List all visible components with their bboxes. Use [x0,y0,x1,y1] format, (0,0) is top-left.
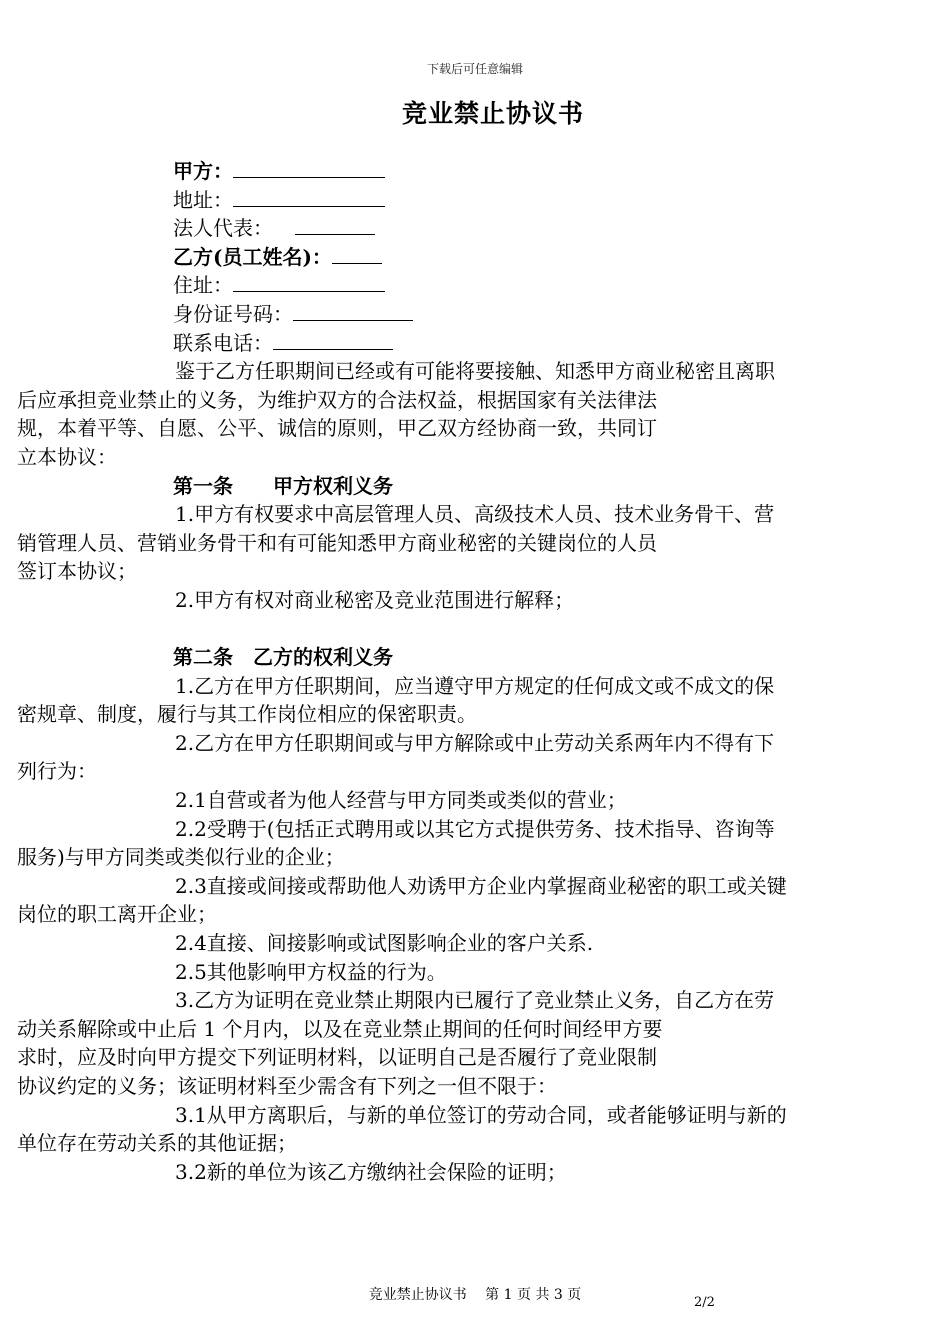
fill-in-blank [273,331,393,350]
paragraph [155,1158,855,1187]
paragraph [155,586,855,615]
paragraph-line: 签订本协议； [17,559,137,584]
party-field-label: 法人代表： [173,216,273,241]
paragraph-line: 3.乙方为证明在竞业禁止期限内已履行了竞业禁止义务，自乙方在劳 [155,988,775,1013]
fill-in-blank [332,245,382,264]
paragraph [17,986,855,1100]
paragraph-line: 后应承担竞业禁止的义务，为维护双方的合法权益，根据国家有关法律法 [17,387,657,412]
fill-in-blank [233,159,385,178]
paragraph-line: 服务)与甲方同类或类似行业的企业； [17,845,345,870]
paragraph-line: 销管理人员、营销业务骨干和有可能知悉甲方商业秘密的关键岗位的人员 [17,530,657,555]
party-field-label: 联系电话： [173,330,273,355]
fill-in-blank [233,273,385,292]
paragraph-line: 2.甲方有权对商业秘密及竞业范围进行解释； [155,587,575,612]
paragraph [17,357,855,471]
paragraph [155,786,855,815]
paragraph-line: 规，本着平等、自愿、公平、诚信的原则，甲乙双方经协商一致，共同订 [17,416,657,441]
party-field [173,271,873,300]
paragraph [155,929,855,958]
paragraph-line: 协议约定的义务；该证明材料至少需含有下列之一但不限于： [17,1074,557,1098]
article-heading: 第二条 乙方的权利义务 [173,645,393,670]
paragraph-line: 动关系解除或中止后 1 个月内，以及在竞业禁止期间的任何时间经甲方要 [17,1016,663,1041]
paragraph-line: 2.2受聘于(包括正式聘用或以其它方式提供劳务、技术指导、咨询等 [155,816,775,841]
paragraph-line: 2.1自营或者为他人经营与甲方同类或类似的营业； [155,788,627,813]
paragraph [17,500,855,586]
party-field [173,186,873,215]
paragraph-line: 求时，应及时向甲方提交下列证明材料，以证明自己是否履行了竞业限制 [17,1045,657,1070]
party-field-label: 甲方： [173,159,233,183]
paragraph-line: 3.1从甲方离职后，与新的单位签订的劳动合同，或者能够证明与新的 [155,1102,787,1127]
fill-in-blank [293,302,413,321]
paragraph-line: 3.2新的单位为该乙方缴纳社会保险的证明； [155,1159,567,1184]
page-footer: 竞业禁止协议书 第 1 页 共 3 页 [368,1287,582,1303]
paragraph-line: 2.3直接或间接或帮助他人劝诱甲方企业内掌握商业秘密的职工或关键 [155,873,787,898]
paragraph [155,958,855,987]
paragraph [17,672,855,729]
paragraph-line: 立本协议： [17,444,117,469]
party-field [173,243,873,272]
party-field-label: 乙方(员工姓名)： [173,244,332,269]
party-field-label: 地址： [173,187,233,212]
party-field [173,157,873,186]
paragraph-line: 2.乙方在甲方任职期间或与甲方解除或中止劳动关系两年内不得有下 [155,730,775,755]
paragraph-line: 岗位的职工离开企业； [17,902,217,927]
document-title: 竞业禁止协议书 [401,99,584,128]
paragraph [17,872,855,929]
paragraph-line: 2.4直接、间接影响或试图影响企业的客户关系. [155,931,594,956]
page-count: 2/2 [694,1295,715,1310]
paragraph-line: 1.乙方在甲方任职期间，应当遵守甲方规定的任何成文或不成文的保 [155,673,775,698]
paragraph [17,1101,855,1158]
paragraph [17,815,855,872]
blank-line [173,615,873,644]
fill-in-blank [295,216,375,235]
party-field [173,329,873,358]
party-field-label: 住址： [173,273,233,298]
paragraph-line: 鉴于乙方任职期间已经或有可能将要接触、知悉甲方商业秘密且离职 [155,359,775,384]
article-heading: 第一条 甲方权利义务 [173,473,393,498]
paragraph-line: 密规章、制度，履行与其工作岗位相应的保密职责。 [17,702,477,727]
paragraph [17,729,855,786]
header-note: 下载后可任意编辑 [426,62,523,76]
party-field [173,300,873,329]
party-field [173,214,873,243]
paragraph-line: 单位存在劳动关系的其他证据； [17,1131,297,1156]
fill-in-blank [233,188,385,207]
party-field-label: 身份证号码： [173,301,293,326]
document-body [17,157,873,1186]
paragraph-line: 列行为： [17,759,97,784]
paragraph-line: 1.甲方有权要求中高层管理人员、高级技术人员、技术业务骨干、营 [155,502,775,527]
paragraph-line: 2.5其他影响甲方权益的行为。 [155,959,447,984]
